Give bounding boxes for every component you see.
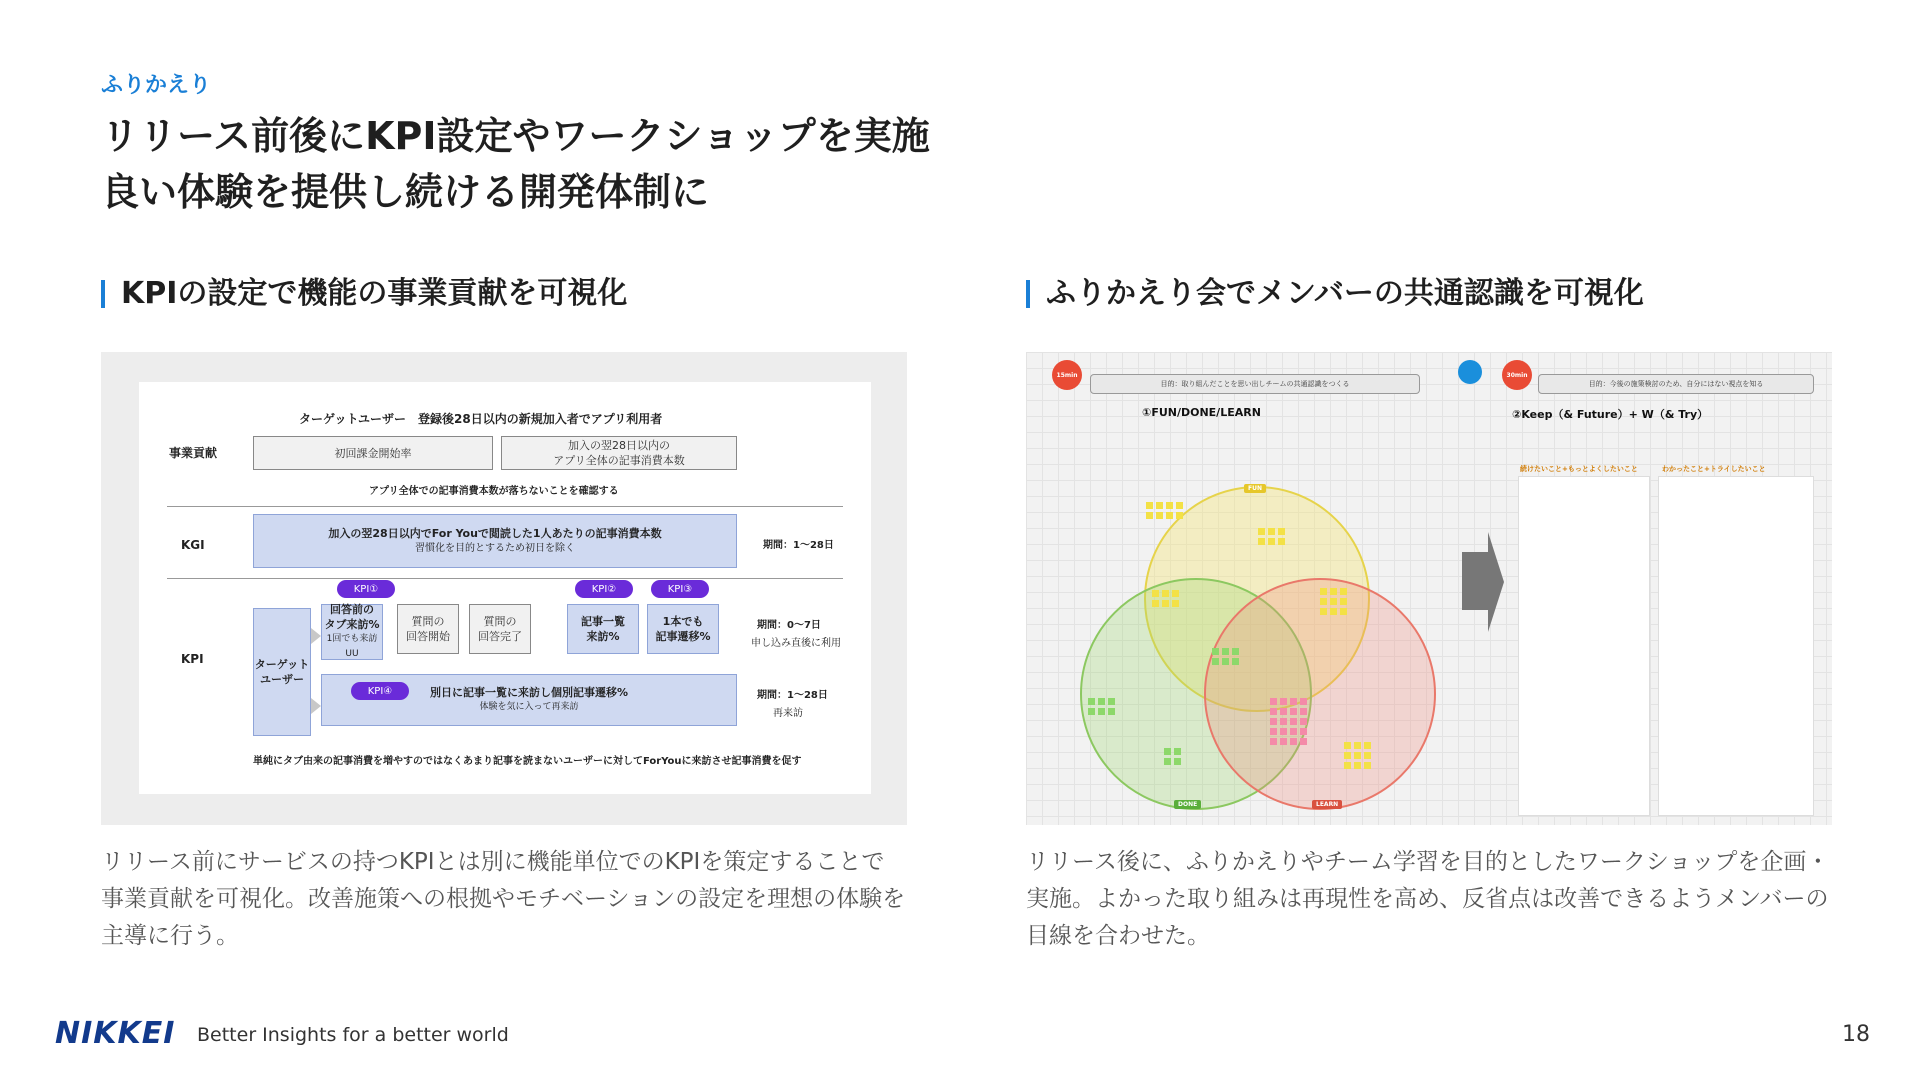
kpi-diagram bbox=[139, 382, 871, 794]
sticky-note bbox=[1270, 718, 1277, 725]
workshop-board bbox=[1026, 352, 1832, 825]
kpi-period-1: 期間：0〜7日 bbox=[757, 620, 821, 631]
row-label-business: 事業貢献 bbox=[169, 446, 218, 460]
diagram-target-title: ターゲットユーザー 登録後28日以内の新規加入者でアプリ利用者 bbox=[299, 412, 663, 426]
sticky-note bbox=[1280, 708, 1287, 715]
sticky-note bbox=[1098, 698, 1105, 705]
sticky-note bbox=[1088, 708, 1095, 715]
kpi-period-2: 期間：1〜28日 bbox=[757, 690, 828, 701]
sticky-note bbox=[1290, 738, 1297, 745]
sticky-note bbox=[1174, 758, 1181, 765]
timer-15min-icon: 15min bbox=[1052, 360, 1082, 390]
transition-arrow bbox=[1462, 552, 1488, 610]
sticky-note bbox=[1270, 698, 1277, 705]
objective-bar-1: 目的：取り組んだことを思い出しチームの共通認識をつくる bbox=[1090, 374, 1420, 394]
learned-column bbox=[1658, 476, 1814, 816]
sticky-note bbox=[1340, 598, 1347, 605]
row-label-kpi: KPI bbox=[181, 652, 204, 666]
sticky-note bbox=[1270, 738, 1277, 745]
sticky-note bbox=[1340, 608, 1347, 615]
kgi-box: 加入の翌28日以内でFor Youで閲読した1人あたりの記事消費本数 習慣化を目的とするため初日を除く bbox=[253, 514, 737, 568]
sticky-note bbox=[1088, 698, 1095, 705]
sticky-note bbox=[1258, 528, 1265, 535]
kpi-description: リリース前にサービスの持つKPIとは別に機能単位でのKPIを策定することで事業貢献を可視化。改善施策への根拠やモチベーションの設定を理想の体験を主導に行う。 bbox=[101, 849, 906, 949]
sticky-note bbox=[1280, 698, 1287, 705]
sticky-note bbox=[1108, 698, 1115, 705]
sticky-note bbox=[1212, 658, 1219, 665]
heading-accent-bar bbox=[101, 280, 105, 308]
sticky-note bbox=[1172, 590, 1179, 597]
sticky-note bbox=[1162, 600, 1169, 607]
sticky-note bbox=[1300, 728, 1307, 735]
keep-column bbox=[1518, 476, 1650, 816]
sticky-note bbox=[1258, 538, 1265, 545]
note-confirm: アプリ全体での記事消費本数が落ちないことを確認する bbox=[369, 486, 619, 497]
sticky-note bbox=[1290, 728, 1297, 735]
sticky-note bbox=[1268, 538, 1275, 545]
label-fun: FUN bbox=[1244, 484, 1266, 493]
heading-accent-bar bbox=[1026, 280, 1030, 308]
box-list-visit: 記事一覧 来訪% bbox=[567, 604, 639, 654]
sticky-note bbox=[1364, 742, 1371, 749]
sticky-note bbox=[1354, 742, 1361, 749]
section-heading-retro bbox=[1026, 274, 1644, 314]
sticky-note bbox=[1278, 528, 1285, 535]
page-number: 18 bbox=[1842, 1022, 1870, 1047]
sticky-note bbox=[1156, 512, 1163, 519]
nikkei-logo: NIKKEI bbox=[55, 1016, 176, 1051]
section-heading-kpi-text: KPIの設定で機能の事業貢献を可視化 bbox=[121, 276, 628, 311]
eyebrow-label: ふりかえり bbox=[101, 73, 212, 98]
sticky-note bbox=[1176, 512, 1183, 519]
kgi-period: 期間：1〜28日 bbox=[763, 540, 834, 551]
sticky-note bbox=[1212, 648, 1219, 655]
title-line-1: リリース前後にKPI設定やワークショップを実施 bbox=[101, 114, 930, 158]
sticky-note bbox=[1146, 512, 1153, 519]
sticky-note bbox=[1354, 752, 1361, 759]
workshop-board-panel bbox=[1026, 352, 1832, 825]
section-heading-retro-text: ふりかえり会でメンバーの共通認識を可視化 bbox=[1046, 276, 1644, 311]
sticky-note bbox=[1290, 698, 1297, 705]
sticky-note bbox=[1354, 762, 1361, 769]
sticky-note bbox=[1146, 502, 1153, 509]
sticky-note bbox=[1344, 762, 1351, 769]
sticky-note bbox=[1320, 598, 1327, 605]
column-title-learned: わかったこと+トライしたいこと bbox=[1662, 465, 1766, 473]
sticky-note bbox=[1162, 590, 1169, 597]
kpi-2-badge: KPI② bbox=[575, 580, 633, 598]
sticky-note bbox=[1108, 708, 1115, 715]
sticky-note bbox=[1156, 502, 1163, 509]
box-tab-visit: 回答前の タブ来訪% 1回でも来訪UU bbox=[321, 604, 383, 660]
sticky-note bbox=[1270, 728, 1277, 735]
box-article-transition: 1本でも 記事遷移% bbox=[647, 604, 719, 654]
section-heading-kpi bbox=[101, 274, 627, 314]
box-question-done: 質問の 回答完了 bbox=[469, 604, 531, 654]
sticky-note bbox=[1222, 658, 1229, 665]
label-learn: LEARN bbox=[1312, 800, 1342, 809]
kpi-3-badge: KPI③ bbox=[651, 580, 709, 598]
sticky-note bbox=[1330, 598, 1337, 605]
sticky-note bbox=[1330, 608, 1337, 615]
sticky-note bbox=[1270, 708, 1277, 715]
sticky-note bbox=[1278, 538, 1285, 545]
sticky-note bbox=[1280, 728, 1287, 735]
sticky-note bbox=[1098, 708, 1105, 715]
sticky-note bbox=[1300, 718, 1307, 725]
objective-bar-2: 目的：今後の施策検討のため、自分にはない視点を知る bbox=[1538, 374, 1814, 394]
kpi-4-badge: KPI④ bbox=[351, 682, 409, 700]
sticky-note bbox=[1344, 752, 1351, 759]
kpi-period-2-note: 再来訪 bbox=[773, 708, 803, 719]
sticky-note bbox=[1300, 738, 1307, 745]
sticky-note bbox=[1172, 600, 1179, 607]
row-label-kgi: KGI bbox=[181, 538, 205, 552]
sticky-note bbox=[1268, 528, 1275, 535]
sticky-note bbox=[1300, 708, 1307, 715]
sticky-note bbox=[1320, 608, 1327, 615]
section-fun-done-learn: ①FUN/DONE/LEARN bbox=[1142, 406, 1261, 419]
title-line-2: 良い体験を提供し続ける開発体制に bbox=[101, 170, 710, 214]
kpi-4-box: 別日に記事一覧に来訪し個別記事遷移% 体験を気に入って再来訪 bbox=[321, 674, 737, 726]
sticky-note bbox=[1344, 742, 1351, 749]
kpi-1-badge: KPI① bbox=[337, 580, 395, 598]
timer-30min-icon: 30min bbox=[1502, 360, 1532, 390]
divider bbox=[167, 578, 843, 579]
clock-icon bbox=[1458, 360, 1482, 384]
flow-arrow bbox=[311, 628, 321, 644]
box-first-charge: 初回課金開始率 bbox=[253, 436, 493, 470]
sticky-note bbox=[1232, 658, 1239, 665]
sticky-note bbox=[1290, 718, 1297, 725]
sticky-note bbox=[1280, 718, 1287, 725]
sticky-note bbox=[1164, 748, 1171, 755]
sticky-note bbox=[1152, 600, 1159, 607]
sticky-note bbox=[1330, 588, 1337, 595]
footer-tagline: Better Insights for a better world bbox=[197, 1024, 509, 1046]
kpi-diagram-panel bbox=[101, 352, 907, 825]
retro-description: リリース後に、ふりかえりやチーム学習を目的としたワークショップを企画・実施。よかった取り組みは再現性を高め、反省点は改善できるようメンバーの目線を合わせた。 bbox=[1026, 849, 1830, 949]
divider bbox=[167, 506, 843, 507]
sticky-note bbox=[1280, 738, 1287, 745]
kpi-period-1-note: 申し込み直後に利用 bbox=[751, 638, 841, 649]
sticky-note bbox=[1320, 588, 1327, 595]
page-title bbox=[101, 108, 930, 220]
sticky-note bbox=[1176, 502, 1183, 509]
sticky-note bbox=[1164, 758, 1171, 765]
target-user-box: ターゲット ユーザー bbox=[253, 608, 311, 736]
column-title-keep: 続けたいこと+もっとよくしたいこと bbox=[1520, 465, 1638, 473]
sticky-note bbox=[1364, 752, 1371, 759]
sticky-note bbox=[1152, 590, 1159, 597]
sticky-note bbox=[1222, 648, 1229, 655]
sticky-note bbox=[1340, 588, 1347, 595]
sticky-note bbox=[1300, 698, 1307, 705]
sticky-note bbox=[1174, 748, 1181, 755]
label-done: DONE bbox=[1174, 800, 1201, 809]
diagram-footnote: 単純にタブ由来の記事消費を増やすのではなくあまり記事を読まないユーザーに対してForYouに来訪させ記事消費を促す bbox=[253, 756, 802, 767]
box-question-start: 質問の 回答開始 bbox=[397, 604, 459, 654]
transition-arrow-head bbox=[1488, 532, 1504, 632]
flow-arrow bbox=[311, 698, 321, 714]
sticky-note bbox=[1166, 512, 1173, 519]
box-article-consumption: 加入の翌28日以内の アプリ全体の記事消費本数 bbox=[501, 436, 737, 470]
sticky-note bbox=[1232, 648, 1239, 655]
sticky-note bbox=[1166, 502, 1173, 509]
sticky-note bbox=[1364, 762, 1371, 769]
section-keep-try: ②Keep（& Future）+ W（& Try） bbox=[1512, 408, 1709, 421]
sticky-note bbox=[1290, 708, 1297, 715]
